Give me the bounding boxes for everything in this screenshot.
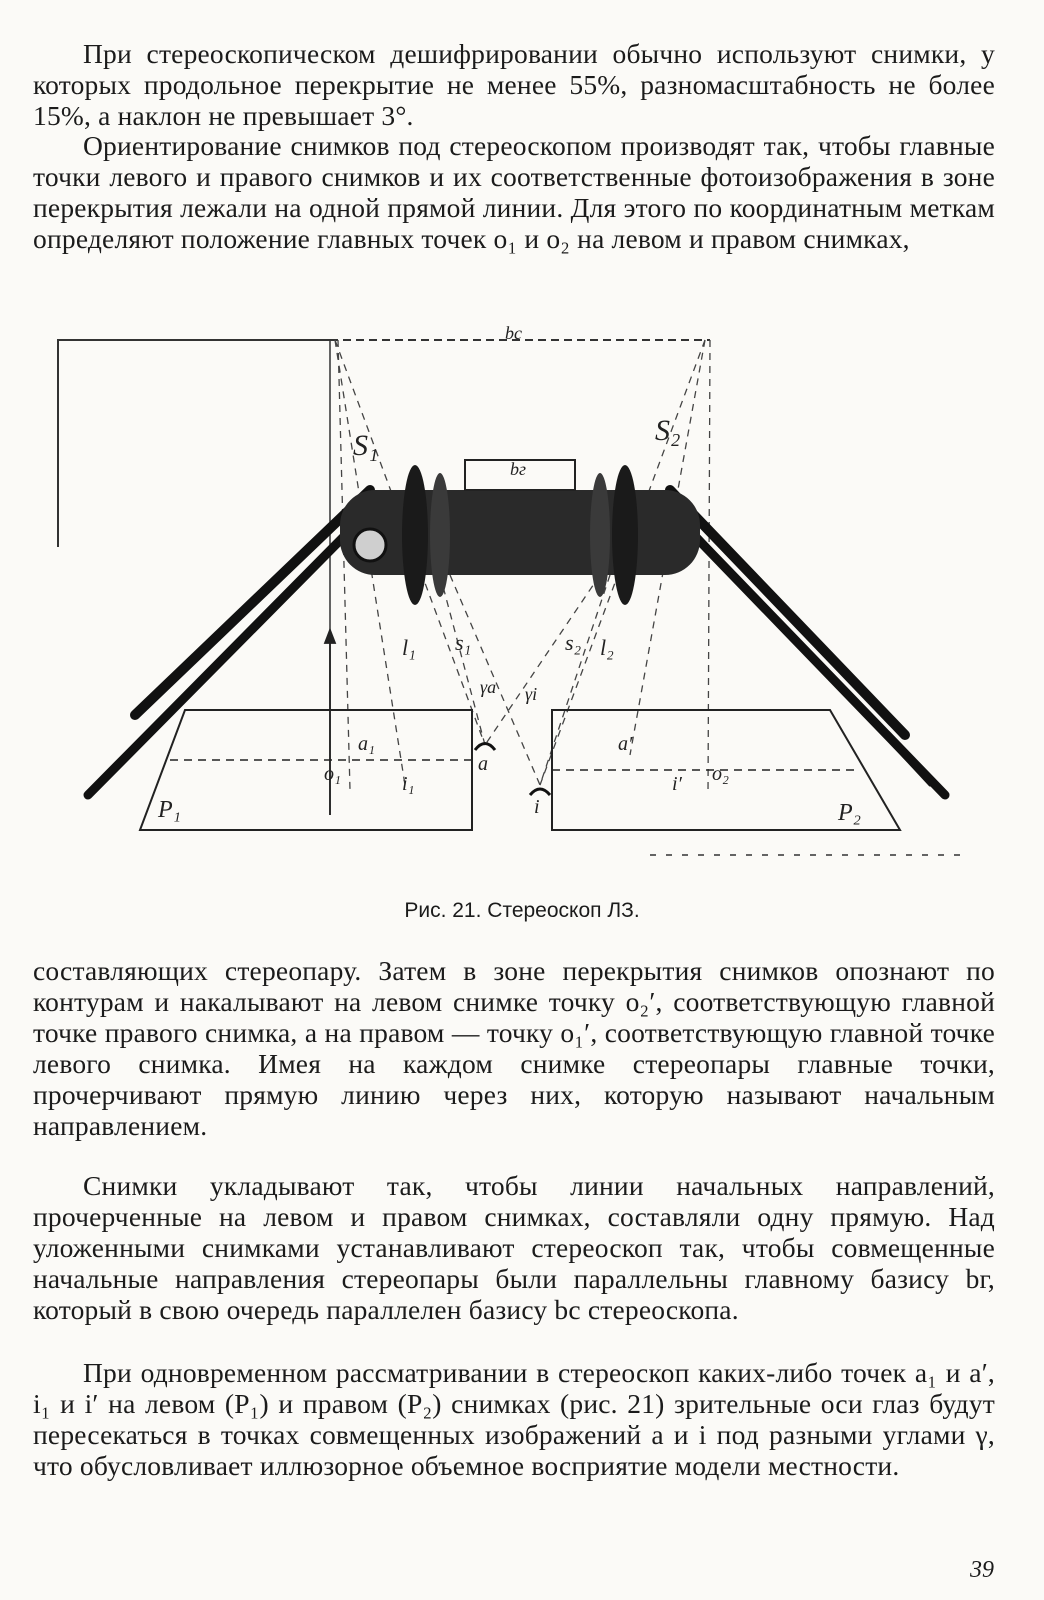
label-l1: l₁ <box>402 635 416 660</box>
arrow-o1 <box>325 630 335 815</box>
label-s2-upper: S₂ <box>655 414 681 447</box>
label-l2: l₂ <box>600 635 614 660</box>
label-p1: P₁ <box>158 797 182 823</box>
label-i: i <box>534 796 540 818</box>
right-arm <box>660 490 945 795</box>
page-number: 39 <box>970 1557 994 1583</box>
stereoscope-body <box>340 460 700 605</box>
left-arm <box>88 490 380 795</box>
label-o1: o₁ <box>324 763 341 785</box>
label-o2: o₂ <box>712 763 729 785</box>
label-gamma-i: γi <box>525 684 538 704</box>
label-i-prime: i′ <box>672 773 682 795</box>
label-s1-lower: s₁ <box>455 630 472 655</box>
figure-caption: Рис. 21. Стереоскоп ЛЗ. <box>404 899 640 922</box>
paragraph-3: составляющих стереопару. Затем в зоне перекрытия снимков опознают по контурам и накалывают на левом снимке точку o₂′, соответствующую главной точке правого снимка, а на правом — точку o₁′, соответствующую главной точке левого снимка. Имея на каждом снимке стереопары главные точки, прочерчивают прямую линию через них, которую называют начальным направлением. <box>33 955 995 1141</box>
frame <box>58 340 710 815</box>
label-s2-lower: s₂ <box>565 630 582 655</box>
label-bc: bс <box>505 325 522 343</box>
label-a-prime: a′ <box>618 733 633 755</box>
paragraph-4: Снимки укладывают так, чтобы линии начальных направлений, прочерченные на левом и правом снимках, составляли одну прямую. Над уложенными снимками устанавливают стереоскоп так, чтобы совмещенные начальные направления стереопары были параллельны главному базису bг, который в свою очередь параллелен базису bс стереоскопа. <box>33 1170 995 1325</box>
photo-p1 <box>140 710 472 830</box>
stereoscope-figure <box>40 325 1000 870</box>
paragraph-5: При одновременном рассматривании в стереоскоп каких-либо точек a₁ и a′, i₁ и i′ на левом (P₁) и правом (P₂) снимках (рис. 21) зрительные оси глаз будут пересекаться в точках совмещенных изображений a и i под разными углами γ, что обусловливает иллюзорное объемное восприятие модели местности. <box>33 1357 995 1481</box>
label-a: a <box>478 753 488 775</box>
paragraph-2: Ориентирование снимков под стереоскопом производят так, чтобы главные точки левого и правого снимков и их соответственные фотоизображения в зоне перекрытия лежали на одной прямой линии. Для этого по координатным меткам определяют положение главных точек o₁ и o₂ на левом и правом снимках, <box>33 130 995 254</box>
label-a1: a₁ <box>358 733 375 755</box>
paragraph-1: При стереоскопическом дешифрировании обычно используют снимки, у которых продольное перекрытие не менее 55%, разномасштабность не более 15%, а наклон не превышает 3°. <box>33 38 995 131</box>
label-gamma-a: γa <box>480 677 497 697</box>
label-p2: P₂ <box>838 800 862 826</box>
label-i1: i₁ <box>402 773 415 795</box>
label-s1-upper: S₁ <box>353 429 379 462</box>
label-bg: bг <box>510 459 527 479</box>
